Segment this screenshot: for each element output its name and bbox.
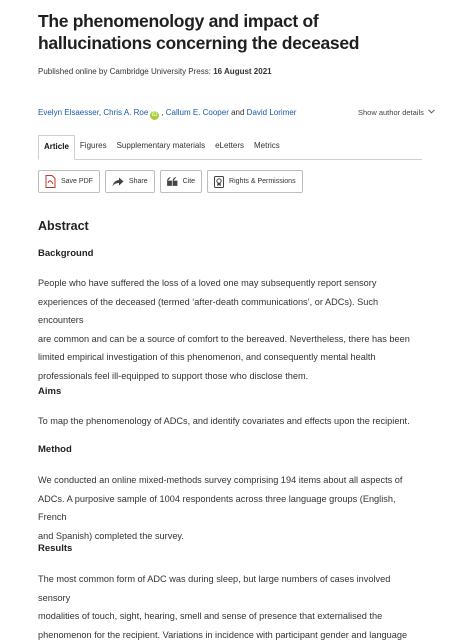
published-prefix: Published online by Cambridge University Press: bbox=[38, 67, 214, 76]
share-icon bbox=[112, 177, 124, 187]
text-line: modalities of touch, sight, hearing, smell and sense of presence that externalised the bbox=[38, 611, 383, 622]
aims-paragraph bbox=[38, 412, 422, 431]
rights-icon bbox=[214, 176, 224, 188]
tab-figures[interactable]: Figures bbox=[79, 141, 107, 150]
method-heading: Method bbox=[38, 444, 72, 455]
article-actions bbox=[38, 170, 303, 193]
text-line: phenomenon for the recipient. Variations in incidence with participant gender and language bbox=[38, 629, 408, 640]
share-button[interactable] bbox=[105, 170, 155, 193]
author-separator: , bbox=[161, 108, 166, 117]
rights-permissions-button[interactable] bbox=[207, 170, 303, 193]
tab-metrics[interactable]: Metrics bbox=[253, 141, 280, 150]
cite-button[interactable] bbox=[160, 170, 202, 193]
save-pdf-label: Save PDF bbox=[61, 178, 93, 185]
abstract-heading: Abstract bbox=[38, 219, 89, 233]
tab-supplementary-materials[interactable]: Supplementary materials bbox=[116, 141, 206, 150]
text-line: People who have suffered the loss of a loved one may subsequently report sensory bbox=[38, 278, 377, 288]
author-separator: , bbox=[98, 108, 104, 117]
article-tabs bbox=[38, 135, 422, 160]
results-heading: Results bbox=[38, 543, 73, 554]
text-line: experiences of the deceased (termed ‘after-death communications’, or ADCs). Such encounters bbox=[38, 296, 379, 326]
show-author-details-label: Show author details bbox=[358, 108, 424, 117]
rights-permissions-label: Rights & Permissions bbox=[229, 178, 296, 185]
background-paragraph bbox=[38, 274, 422, 386]
aims-heading: Aims bbox=[38, 386, 62, 397]
text-line: We conducted an online mixed-methods survey comprising 194 items about all aspects of bbox=[38, 475, 403, 485]
author-link[interactable]: Chris A. Roe bbox=[103, 108, 149, 117]
chevron-down-icon bbox=[428, 109, 435, 114]
text-line: The most common form of ADC was during sleep, but large numbers of cases involved sensory bbox=[38, 574, 391, 603]
author-link[interactable]: Evelyn Elsaesser bbox=[38, 108, 99, 117]
published-date: 16 August 2021 bbox=[213, 67, 272, 76]
method-paragraph bbox=[38, 471, 422, 545]
tab-eletters[interactable]: eLetters bbox=[215, 141, 244, 150]
quote-icon bbox=[167, 177, 178, 186]
background-heading: Background bbox=[38, 248, 94, 259]
publication-line bbox=[38, 67, 272, 76]
text-line: are common and can be a source of comfort to the bereaved. Nevertheless, there has been bbox=[38, 333, 410, 344]
article-title: The phenomenology and impact of hallucinations concerning the deceased bbox=[38, 11, 360, 53]
results-paragraph bbox=[38, 570, 422, 644]
author-link[interactable]: David Lorimer bbox=[246, 108, 297, 117]
tab-article[interactable]: Article bbox=[38, 135, 75, 160]
text-line: To map the phenomenology of ADCs, and identify covariates and effects upon the recipient. bbox=[38, 416, 410, 426]
text-line: limited empirical investigation of this phenomenon, and consequently mental health bbox=[38, 352, 376, 363]
share-label: Share bbox=[128, 178, 148, 185]
text-line: professionals feel ill-equipped to support those who disclose them. bbox=[38, 370, 309, 381]
author-link[interactable]: Callum E. Cooper bbox=[165, 108, 229, 117]
author-list bbox=[38, 108, 296, 120]
orcid-icon[interactable]: iD bbox=[151, 112, 158, 118]
cite-label: Cite bbox=[182, 178, 196, 185]
text-line: ADCs. A purposive sample of 1004 respondents across three language groups (English, French bbox=[38, 493, 396, 523]
save-pdf-button[interactable] bbox=[38, 170, 100, 193]
author-separator: and bbox=[228, 108, 247, 117]
show-author-details-toggle[interactable] bbox=[358, 108, 435, 117]
text-line: and Spanish) completed the survey. bbox=[38, 530, 184, 541]
pdf-icon bbox=[45, 175, 56, 188]
